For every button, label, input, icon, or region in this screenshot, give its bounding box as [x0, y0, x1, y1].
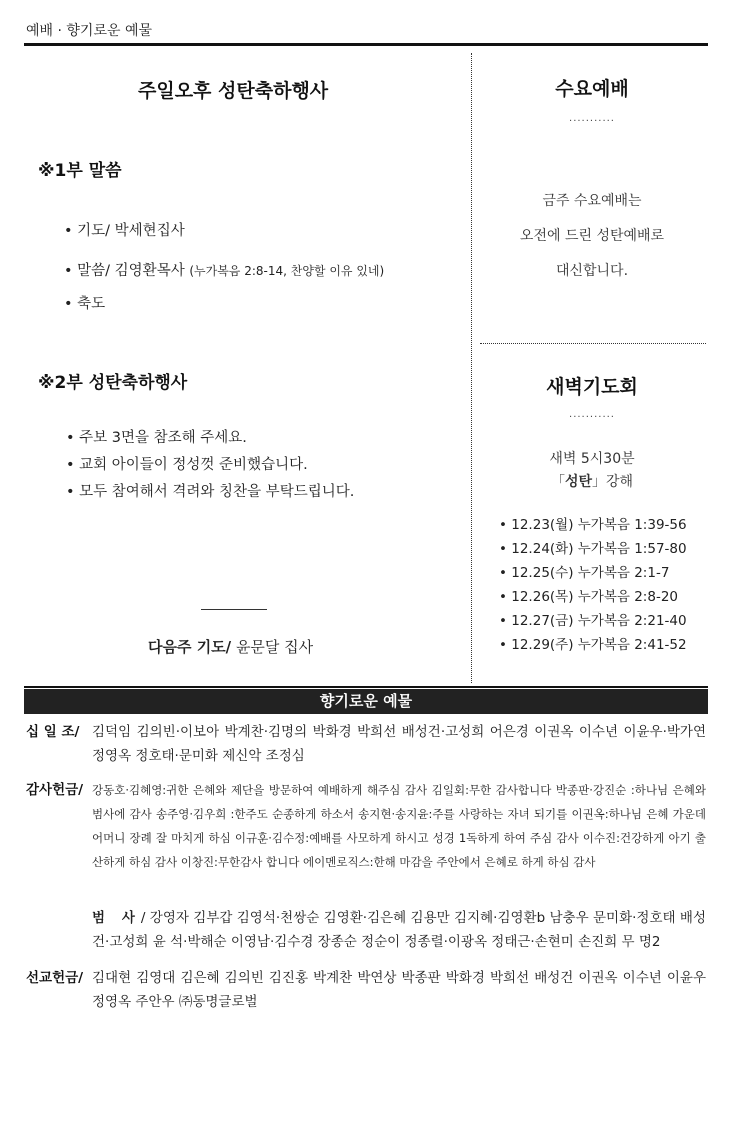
part1-heading: ※1부 말씀: [38, 161, 122, 181]
wednesday-line-1: 금주 수요예배는: [542, 193, 642, 209]
part2-item-3: • 모두 참여해서 격려와 칭찬을 부탁드립니다.: [66, 484, 355, 500]
thanks-text: 강동호·김혜영:귀한 은혜와 제단을 방문하여 예배하게 해주심 감사 김일회:무한 감사합니다 박종판·강진순 :하나님 은혜와 범사에 감사 송주영·김우희 :한주도 순종하게 하소서 송지현·송지윤:주를 사랑하는 자녀 되기를 이권옥:하나님 은혜 가운데 어머니 장례 잘 마치게 하심 이규훈·김수정:예배를 사모하게 하시고 성경 1독하게 하여 주심 감사 이수진:건강하게 아기 출산하게 하심 감사 이창진:무한감사 합니다 에이멘로직스:한해 마감을 주안에서 은혜로 하게 하심 감사: [92, 783, 706, 869]
dawn-title: 새벽기도회: [546, 376, 638, 398]
wednesday-line-3: 대신합니다.: [555, 263, 629, 279]
part1-item-prayer: • 기도/ 박세현집사: [64, 223, 185, 239]
schedule-item: • 12.23(월) 누가복음 1:39-56: [499, 517, 687, 533]
header-rule: [24, 43, 708, 46]
left-title: 주일오후 성탄축하행사: [138, 80, 329, 102]
part2-heading: ※2부 성탄축하행사: [38, 373, 188, 393]
mission-text: 김대현 김영대 김은혜 김의빈 김진홍 박계찬 박연상 박종판 박화경 박희선 배성건 이권옥 이수년 이윤우 정영옥 주안우 ㈜동명글로벌: [92, 970, 706, 1010]
dawn-topic-name: 성탄: [564, 474, 592, 490]
dawn-topic-open: 「: [550, 474, 565, 490]
part2-item-1: • 주보 3면을 참조해 주세요.: [66, 430, 247, 446]
sermon-label: • 말씀/ 김영환목사: [64, 263, 185, 279]
short-divider: [201, 609, 267, 610]
beom-text: / 강영자 김부갑 김영석·천쌍순 김영환·김은혜 김용만 김지혜·김영환b 남충우 문미화·정호태 배성건·고성희 윤 석·박해순 이영남·김수경 장종순 정순이 정종렬·이광옥 정태근·손현미 손진희 무 명2: [92, 910, 706, 950]
thanks-label: 감사헌금/: [26, 782, 84, 798]
mission-label: 선교헌금/: [26, 970, 84, 986]
dawn-topic: [478, 471, 706, 491]
tithe-label: 십 일 조/: [26, 724, 80, 740]
offerings-banner: 향기로운 예물: [24, 689, 708, 714]
next-prayer-name: 윤문달 집사: [235, 638, 314, 656]
beom-block: [92, 906, 706, 954]
right-section-divider: [480, 343, 706, 344]
dawn-dots: ...........: [569, 409, 615, 420]
tithe-text: 김덕임 김의빈·이보아 박계찬·김명의 박화경 박희선 배성건·고성희 어은경 이권옥 이수년 이윤우·박가연 정영옥 정호태·문미화 제신악 조정심: [92, 724, 706, 764]
part2-item-2: • 교회 아이들이 정성껏 준비했습니다.: [66, 457, 308, 473]
next-prayer: [148, 636, 313, 657]
wednesday-dots: ...........: [569, 113, 615, 124]
schedule-item: • 12.29(주) 누가복음 2:41-52: [499, 637, 687, 653]
column-divider: [471, 53, 472, 683]
dawn-topic-close: 」강해: [592, 474, 634, 490]
wednesday-line-2: 오전에 드린 성탄예배로: [519, 228, 665, 244]
part1-item-sermon: [64, 259, 384, 280]
schedule-item: • 12.26(목) 누가복음 2:8-20: [499, 589, 678, 605]
part1-item-benediction: • 축도: [64, 296, 106, 312]
schedule-item: • 12.27(금) 누가복음 2:21-40: [499, 613, 687, 629]
sermon-note: (누가복음 2:8-14, 찬양할 이유 있네): [189, 264, 385, 278]
beom-label: 범 사: [92, 910, 141, 926]
dawn-schedule: [499, 513, 687, 657]
page-header-title: 예배 · 향기로운 예물: [26, 23, 152, 39]
dawn-time: 새벽 5시30분: [549, 451, 635, 467]
wednesday-title: 수요예배: [555, 78, 629, 100]
schedule-item: • 12.25(수) 누가복음 2:1-7: [499, 565, 670, 581]
banner-rule: [24, 686, 708, 688]
next-prayer-label: 다음주 기도/: [148, 638, 232, 656]
schedule-item: • 12.24(화) 누가복음 1:57-80: [499, 541, 687, 557]
